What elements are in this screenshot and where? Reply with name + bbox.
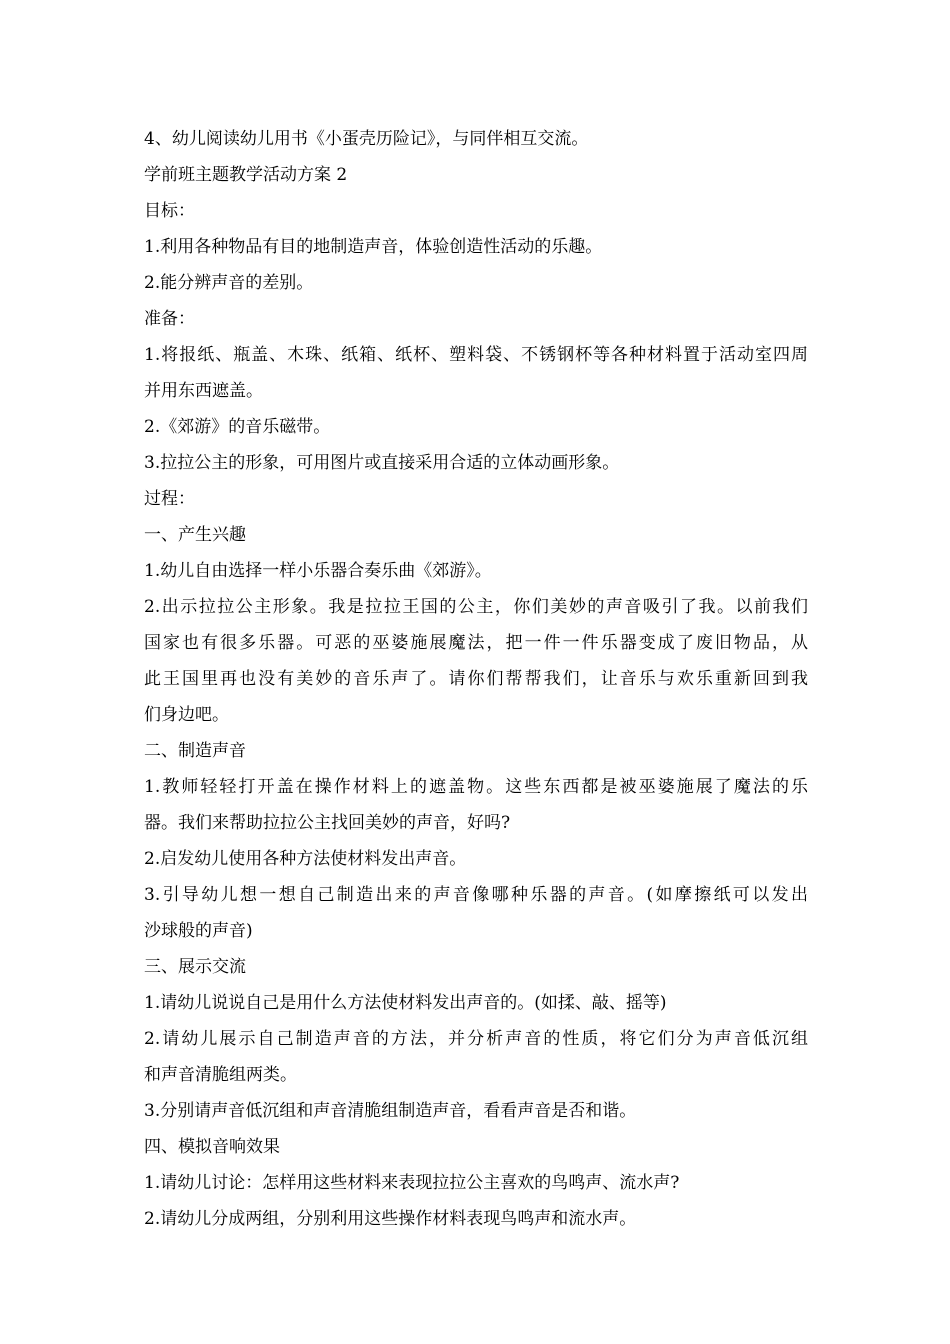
text-line: 2.请幼儿分成两组，分别利用这些操作材料表现鸟鸣声和流水声。 <box>144 1209 637 1229</box>
subsection-heading: 二、制造声音 <box>144 741 246 761</box>
subsection-heading: 四、模拟音响效果 <box>144 1137 280 1157</box>
text-line: 准备： <box>144 309 195 329</box>
text-line: 1.利用各种物品有目的地制造声音，体验创造性活动的乐趣。 <box>144 237 603 257</box>
text-line: 1.将报纸、瓶盖、木珠、纸箱、纸杯、塑料袋、不锈钢杯等各种材料置于活动室四周 <box>144 345 808 365</box>
text-line: 1.请幼儿讨论：怎样用这些材料来表现拉拉公主喜欢的鸟鸣声、流水声? <box>144 1173 680 1193</box>
text-line: 1.幼儿自由选择一样小乐器合奏乐曲《郊游》。 <box>144 561 492 581</box>
text-line: 并用东西遮盖。 <box>144 381 263 401</box>
subsection-heading: 三、展示交流 <box>144 957 246 977</box>
section-heading: 学前班主题教学活动方案 2 <box>144 165 348 185</box>
text-line: 过程： <box>144 489 195 509</box>
text-line: 们身边吧。 <box>144 705 229 725</box>
text-line: 2.请幼儿展示自己制造声音的方法，并分析声音的性质，将它们分为声音低沉组 <box>144 1029 808 1049</box>
text-line: 国家也有很多乐器。可恶的巫婆施展魔法，把一件一件乐器变成了废旧物品，从 <box>144 633 808 653</box>
text-line: 2.出示拉拉公主形象。我是拉拉王国的公主，你们美妙的声音吸引了我。以前我们 <box>144 597 808 617</box>
text-line: 2.启发幼儿使用各种方法使材料发出声音。 <box>144 849 467 869</box>
text-line: 1.教师轻轻打开盖在操作材料上的遮盖物。这些东西都是被巫婆施展了魔法的乐 <box>144 777 808 797</box>
text-line: 1.请幼儿说说自己是用什么方法使材料发出声音的。(如揉、敲、摇等) <box>144 993 667 1013</box>
text-line: 器。我们来帮助拉拉公主找回美妙的声音，好吗? <box>144 813 511 833</box>
text-line: 4、幼儿阅读幼儿用书《小蛋壳历险记》，与同伴相互交流。 <box>144 129 589 149</box>
text-line: 3.引导幼儿想一想自己制造出来的声音像哪种乐器的声音。(如摩擦纸可以发出 <box>144 885 808 905</box>
subsection-heading: 一、产生兴趣 <box>144 525 246 545</box>
text-line: 3.拉拉公主的形象，可用图片或直接采用合适的立体动画形象。 <box>144 453 620 473</box>
text-line: 沙球般的声音) <box>144 921 253 941</box>
text-line: 2.能分辨声音的差别。 <box>144 273 314 293</box>
text-line: 此王国里再也没有美妙的音乐声了。请你们帮帮我们，让音乐与欢乐重新回到我 <box>144 669 808 689</box>
document-body <box>144 121 808 1237</box>
text-line: 2.《郊游》的音乐磁带。 <box>144 417 331 437</box>
text-line: 3.分别请声音低沉组和声音清脆组制造声音，看看声音是否和谐。 <box>144 1101 637 1121</box>
text-line: 目标： <box>144 201 195 221</box>
text-line: 和声音清脆组两类。 <box>144 1065 297 1085</box>
